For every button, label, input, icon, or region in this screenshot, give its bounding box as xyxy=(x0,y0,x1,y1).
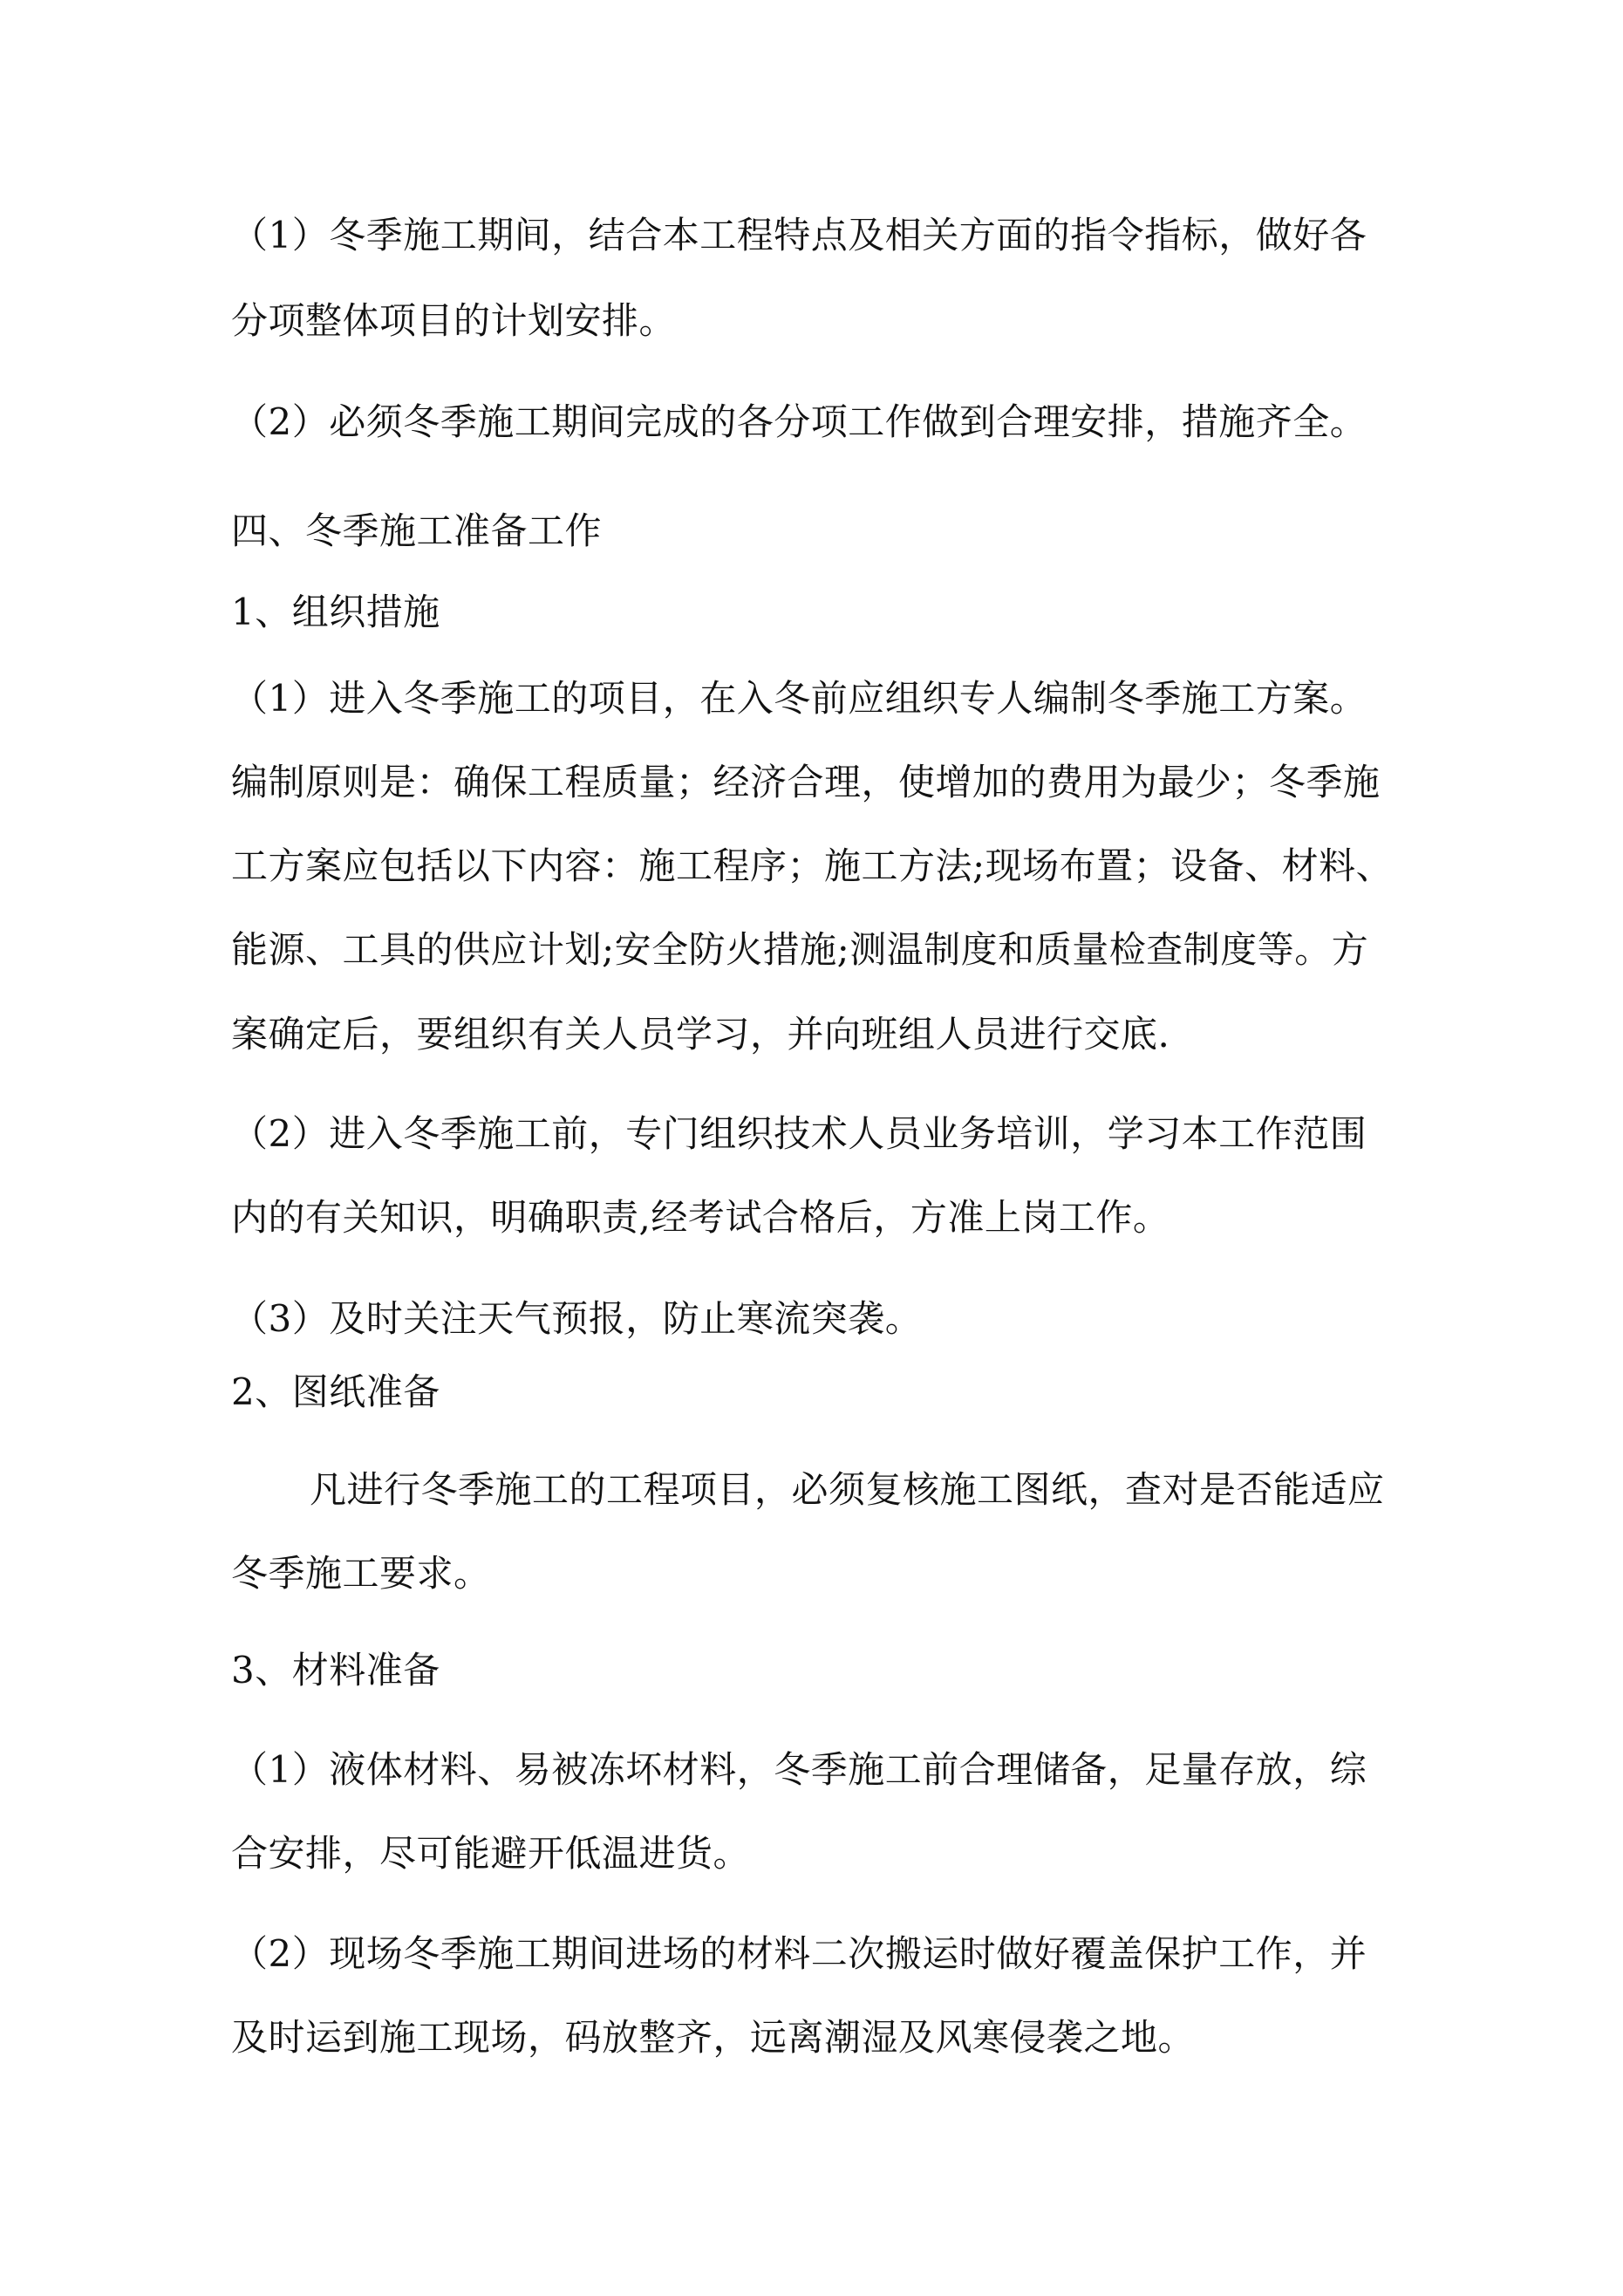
paragraph-line: 编制原则是：确保工程质量；经济合理，使增加的费用为最少；冬季施 xyxy=(231,761,1381,803)
paragraph-line: 冬季施工要求。 xyxy=(231,1552,491,1595)
paragraph-line: （1）冬季施工期间，结合本工程特点及相关方面的指令指标，做好各 xyxy=(231,214,1367,256)
section-heading: 四、冬季施工准备工作 xyxy=(231,509,603,552)
paragraph-line: （3）及时关注天气预报，防止寒流突袭。 xyxy=(231,1297,923,1340)
paragraph-line: 内的有关知识，明确职责,经考试合格后，方准上岗工作。 xyxy=(231,1196,1170,1239)
paragraph-line: 分项整体项目的计划安排。 xyxy=(231,299,677,342)
paragraph-line: 凡进行冬季施工的工程项目，必须复核施工图纸，查对是否能适应 xyxy=(310,1468,1385,1511)
paragraph-line: （2）进入冬季施工前，专门组织技术人员业务培训，学习本工作范围 xyxy=(231,1112,1367,1155)
subsection-heading: 3、材料准备 xyxy=(231,1649,440,1691)
paragraph-line: 案确定后，要组织有关人员学习，并向班组人员进行交底. xyxy=(231,1013,1170,1056)
paragraph-line: 工方案应包括以下内容：施工程序；施工方法;现场布置；设备、材料、 xyxy=(231,844,1394,887)
paragraph-line: （1）进入冬季施工的项目，在入冬前应组织专人编制冬季施工方案。 xyxy=(231,677,1367,720)
subsection-heading: 1、组织措施 xyxy=(231,591,440,633)
paragraph-line: （2）现场冬季施工期间进场的材料二次搬运时做好覆盖保护工作，并 xyxy=(231,1932,1367,1975)
paragraph-line: 及时运到施工现场，码放整齐，远离潮湿及风寒侵袭之地。 xyxy=(231,2016,1196,2059)
subsection-heading: 2、图纸准备 xyxy=(231,1370,440,1413)
paragraph-line: 合安排，尽可能避开低温进货。 xyxy=(231,1832,751,1875)
paragraph-line: （2）必须冬季施工期间完成的各分项工作做到合理安排，措施齐全。 xyxy=(231,400,1367,443)
paragraph-line: 能源、工具的供应计划;安全防火措施;测温制度和质量检查制度等。方 xyxy=(231,928,1369,971)
paragraph-line: （1）液体材料、易被冻坏材料，冬季施工前合理储备，足量存放，综 xyxy=(231,1748,1367,1791)
